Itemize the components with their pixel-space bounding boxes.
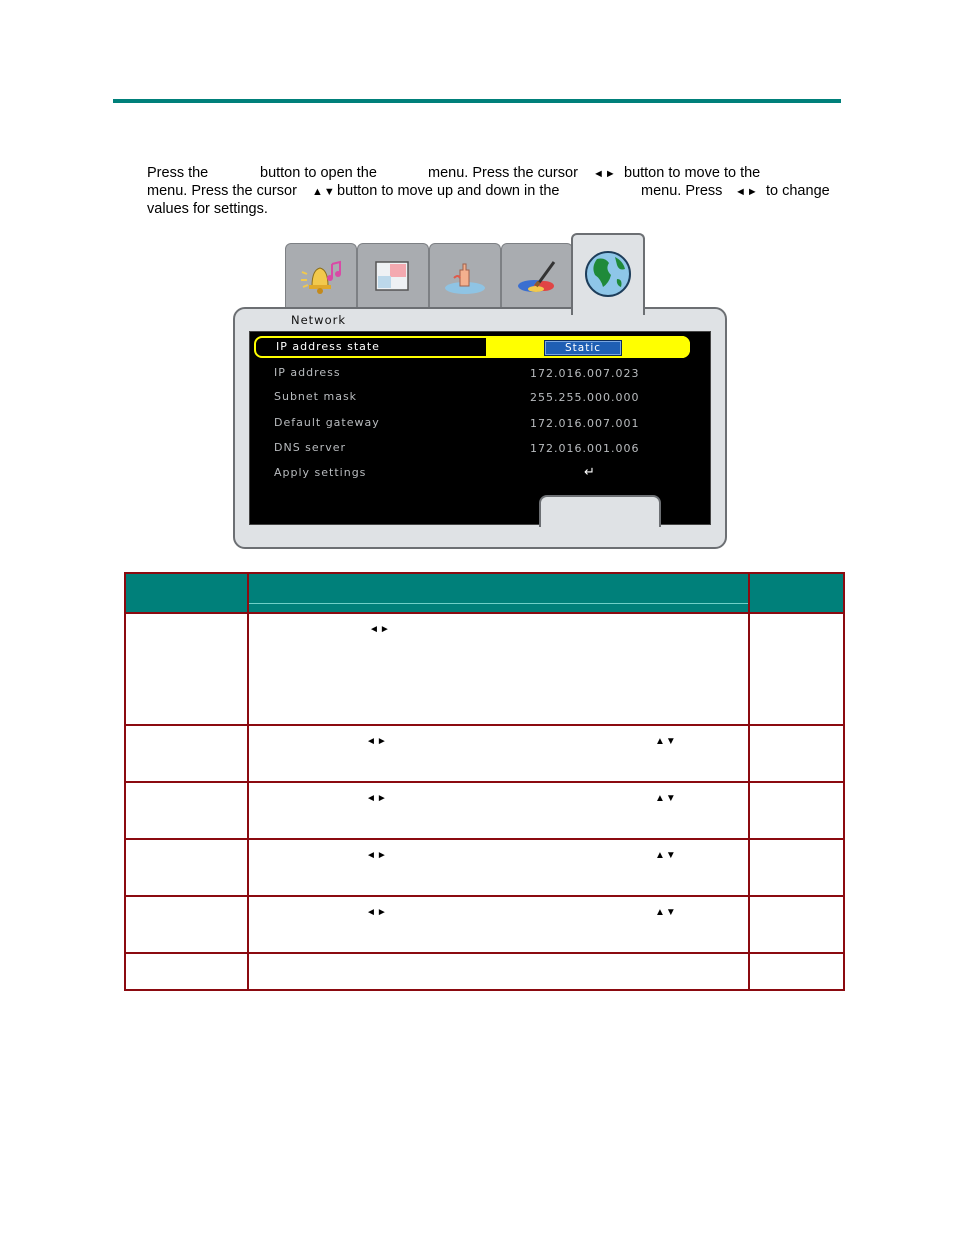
table-cell	[248, 953, 749, 990]
osd-row-label: IP address state	[276, 340, 380, 353]
table-cell	[125, 725, 248, 782]
up-down-arrows-icon: ▲▼	[655, 907, 677, 918]
table-cell	[749, 953, 844, 990]
intro-text: menu. Press the cursor	[147, 183, 297, 199]
osd-row-default-gateway[interactable]	[254, 413, 686, 433]
osd-row-apply-settings[interactable]	[254, 463, 686, 483]
table-header-cell	[248, 573, 749, 613]
intro-text: menu. Press	[641, 183, 723, 199]
intro-text: button to open the	[260, 165, 377, 181]
up-down-arrows-icon: ▲▼	[655, 850, 677, 861]
tab-water[interactable]	[429, 243, 501, 310]
osd-frame	[233, 307, 727, 549]
table-cell	[248, 896, 749, 953]
left-right-arrows-icon: ◄►	[366, 907, 388, 918]
table-cell	[125, 953, 248, 990]
left-right-arrows-icon: ◄►	[735, 186, 759, 198]
table-row	[125, 782, 844, 839]
table-cell	[125, 839, 248, 896]
table-cell	[125, 613, 248, 725]
table-cell	[749, 613, 844, 725]
settings-table	[124, 572, 845, 991]
up-down-arrows-icon: ▲▼	[312, 186, 336, 198]
osd-row-label: Apply settings	[274, 466, 367, 479]
osd-menu	[233, 233, 727, 549]
osd-bottom-tab	[539, 495, 661, 527]
left-right-arrows-icon: ◄►	[366, 793, 388, 804]
table-header-cell	[749, 573, 844, 613]
intro-line-1	[147, 164, 847, 182]
intro-text: to change	[766, 183, 830, 199]
table-cell	[248, 782, 749, 839]
osd-row-subnet-mask[interactable]	[254, 387, 686, 407]
osd-row-dns-server[interactable]	[254, 438, 686, 458]
table-row	[125, 613, 844, 725]
left-right-arrows-icon: ◄►	[366, 736, 388, 747]
table-cell	[125, 896, 248, 953]
osd-row-value: 172.016.007.023	[530, 367, 640, 380]
osd-row-label: IP address	[274, 366, 341, 379]
osd-row-value: 172.016.001.006	[530, 442, 640, 455]
left-right-arrows-icon: ◄►	[366, 850, 388, 861]
osd-title: Network	[291, 313, 347, 327]
tab-network[interactable]	[571, 233, 645, 315]
table-cell	[248, 725, 749, 782]
intro-text: menu. Press the cursor	[428, 165, 578, 181]
hand-water-icon	[442, 256, 488, 296]
table-row	[125, 953, 844, 990]
header-divider	[249, 603, 748, 604]
table-cell	[749, 725, 844, 782]
osd-row-label: Subnet mask	[274, 390, 358, 403]
intro-line-3	[147, 200, 847, 218]
osd-row-value: 172.016.007.001	[530, 417, 640, 430]
osd-row-ip-address-state[interactable]	[254, 336, 690, 358]
enter-icon: ↵	[584, 465, 596, 480]
table-header-row	[125, 573, 844, 613]
table-cell	[125, 782, 248, 839]
table-row	[125, 896, 844, 953]
intro-text: button to move up and down in the	[337, 183, 560, 199]
table-header-cell	[125, 573, 248, 613]
osd-value-box	[486, 336, 690, 358]
table-row	[125, 725, 844, 782]
intro-text: Press the	[147, 165, 209, 181]
intro-text: values for settings.	[147, 201, 268, 217]
header-rule	[113, 99, 841, 103]
up-down-arrows-icon: ▲▼	[655, 736, 677, 747]
globe-icon	[583, 249, 633, 299]
table-row	[125, 839, 844, 896]
brush-palette-icon	[514, 256, 560, 296]
osd-row-ip-address[interactable]	[254, 363, 686, 383]
osd-row-label: Default gateway	[274, 416, 380, 429]
intro-line-2	[147, 182, 847, 200]
osd-row-value: 255.255.000.000	[530, 391, 640, 404]
osd-row-label: DNS server	[274, 441, 346, 454]
table-cell	[749, 839, 844, 896]
left-right-arrows-icon: ◄►	[369, 624, 391, 635]
table-cell	[248, 839, 749, 896]
table-cell	[749, 896, 844, 953]
bell-music-icon	[298, 256, 344, 296]
intro-text: button to move to the	[624, 165, 761, 181]
left-right-arrows-icon: ◄►	[593, 168, 617, 180]
tab-picture[interactable]	[357, 243, 429, 310]
intro-paragraph	[147, 164, 847, 218]
up-down-arrows-icon: ▲▼	[655, 793, 677, 804]
table-cell	[749, 782, 844, 839]
table-cell	[248, 613, 749, 725]
picture-squares-icon	[370, 256, 416, 296]
tab-alarm[interactable]	[285, 243, 357, 310]
tab-color[interactable]	[501, 243, 573, 310]
static-button[interactable]: Static	[544, 340, 622, 356]
